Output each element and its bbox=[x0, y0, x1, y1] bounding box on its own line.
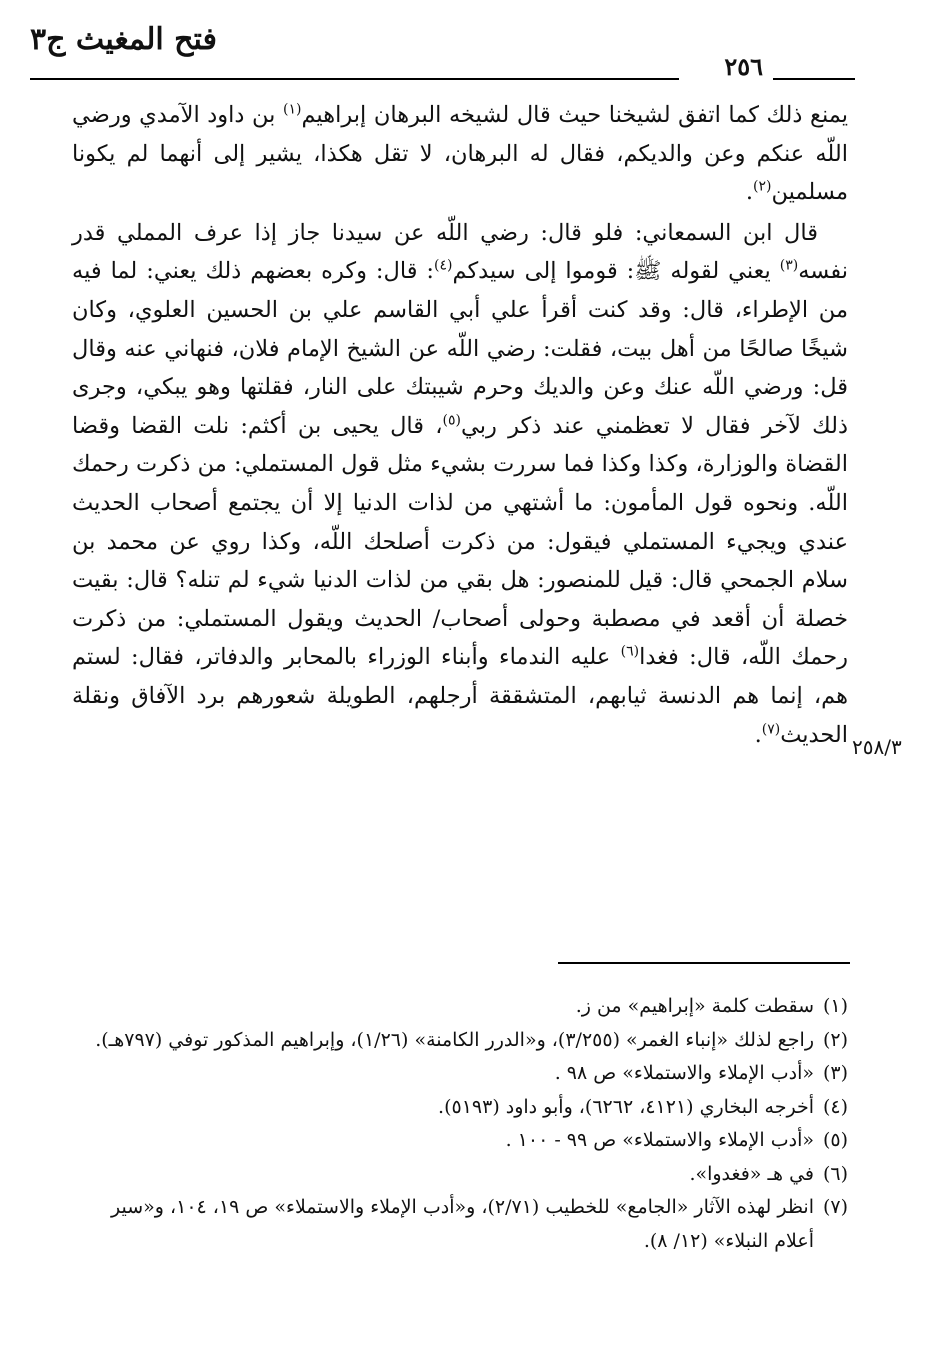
footnote-number: (٥) bbox=[822, 1129, 848, 1151]
footnote-number: (٢) bbox=[822, 1028, 848, 1051]
footnote-ref-3: (٣) bbox=[779, 257, 799, 274]
text-run: بن داود الآمدي ورضي اللّه عنكم وعن والديكم، فقال له البرهان، لا تقل هكذا، يشير إلى أنهما لم يكونا مسلمين bbox=[72, 102, 848, 206]
footnote-2 bbox=[80, 1024, 848, 1058]
footnote-ref-5: (٥) bbox=[442, 412, 461, 429]
page-number: ٢٥٦ bbox=[724, 52, 763, 81]
footnote-text: انظر لهذه الآثار «الجامع» للخطيب (٢/٧١)، و«أدب الإملاء والاستملاء» ص ١٩، ١٠٤، و«سير أعلام النبلاء» (١٢/ ٨). bbox=[111, 1196, 814, 1252]
footnote-ref-6: (٦) bbox=[620, 643, 640, 660]
text-run: : قال: وكره بعضهم ذلك يعني: لما فيه من الإطراء، قال: وقد كنت أقرأ علي أبي القاسم علي بن الحسين العلوي، وكان شيخًا صالحًا من أهل بيت، فقلت: رضي اللّه عن الشيخ الإمام فلان، فنهاني عنه وقال قل: ورضي اللّه عنك وعن والديك وحرم شيبتك على النار، فقلتها وهو يبكي، وجرى ذلك لآخر فقال لا تعظمني عند ذكر ربي bbox=[72, 258, 848, 439]
footnote-5 bbox=[80, 1124, 848, 1158]
footnote-6 bbox=[80, 1158, 848, 1192]
footnote-3 bbox=[80, 1057, 848, 1091]
text-run: يمنع ذلك كما اتفق لشيخنا حيث قال لشيخه البرهان إبراهيم bbox=[301, 102, 848, 128]
running-header bbox=[30, 22, 855, 81]
footnote-number: (٤) bbox=[822, 1095, 848, 1118]
text-run: يعني لقوله ﷺ: قوموا إلى سيدكم bbox=[452, 258, 780, 285]
footnotes bbox=[80, 990, 848, 1258]
footnote-text: أخرجه البخاري (٤١٢١، ٦٢٦٢)، وأبو داود (٥١٩٣). bbox=[438, 1095, 814, 1118]
footnote-text: راجع لذلك «إنباء الغمر» (٣/٢٥٥)، و«الدرر الكامنة» (١/٢٦)، وإبراهيم المذكور توفي (٧٩٧هـ). bbox=[95, 1028, 814, 1051]
footnote-7 bbox=[80, 1191, 848, 1258]
manuscript-folio-marker: ٢٥٨/٣ bbox=[852, 735, 902, 759]
footnote-ref-4: (٤) bbox=[434, 257, 453, 274]
footnote-ref-1: (١) bbox=[282, 101, 302, 118]
text-run: ، قال يحيى بن أكثم: نلت القضا وقضا القضاة والوزارة، وكذا وكذا فما سررت بشيء مثل قول المستملي: من ذكرت رحمك اللّه. ونحوه قول المأمون: ما أشتهي من لذات الدنيا إلا أن يجتمع أصحاب الحديث عندي ويجيء المستملي فيقول: من ذكرت أصلحك اللّه، وكذا روي عن محمد بن سلام الجمحي قال: قيل للمنصور: هل بقي من لذات الدنيا شيء لم تنله؟ قال: بقيت خصلة أن أقعد في مصطبة وحولى أصحاب/ الحديث ويقول المستملي: من ذكرت رحمك اللّه، قال: فغدا bbox=[72, 412, 849, 671]
footnote-text: سقطت كلمة «إبراهيم» من ز. bbox=[575, 995, 814, 1017]
footnote-number: (٦) bbox=[822, 1162, 848, 1185]
paragraph-2 bbox=[72, 214, 848, 754]
footnote-ref-7: (٧) bbox=[761, 721, 781, 737]
footnote-number: (٧) bbox=[822, 1196, 848, 1218]
text-run: قال ابن السمعاني: فلو قال: رضي اللّه عن سيدنا جاز إذا عرف المملي قدر نفسه bbox=[72, 219, 849, 285]
footnote-text: «أدب الإملاء والاستملاء» ص ٩٩ - ١٠٠ . bbox=[505, 1129, 814, 1151]
text-run: عليه الندماء وأبناء الوزراء بالمحابر والدفاتر، فقال: لستم هم، إنما هم الدنسة ثيابهم، المتشققة أرجلهم، الطويلة شعورهم برد الآفاق ونقلة الحديث bbox=[72, 644, 848, 748]
footnote-4 bbox=[80, 1091, 848, 1125]
text-run: . bbox=[754, 721, 762, 748]
text-run: . bbox=[745, 179, 754, 206]
footnote-1 bbox=[80, 990, 848, 1024]
footnote-text: «أدب الإملاء والاستملاء» ص ٩٨ . bbox=[554, 1062, 814, 1084]
main-text bbox=[72, 96, 848, 754]
running-title: فتح المغيث ج٣ bbox=[30, 22, 217, 57]
paragraph-1 bbox=[72, 96, 848, 212]
footnote-number: (٣) bbox=[822, 1062, 848, 1084]
footnote-text: في هـ «فغدوا». bbox=[689, 1162, 814, 1185]
footnote-number: (١) bbox=[822, 995, 848, 1017]
footnote-separator bbox=[558, 962, 850, 964]
footnote-ref-2: (٢) bbox=[753, 178, 772, 195]
